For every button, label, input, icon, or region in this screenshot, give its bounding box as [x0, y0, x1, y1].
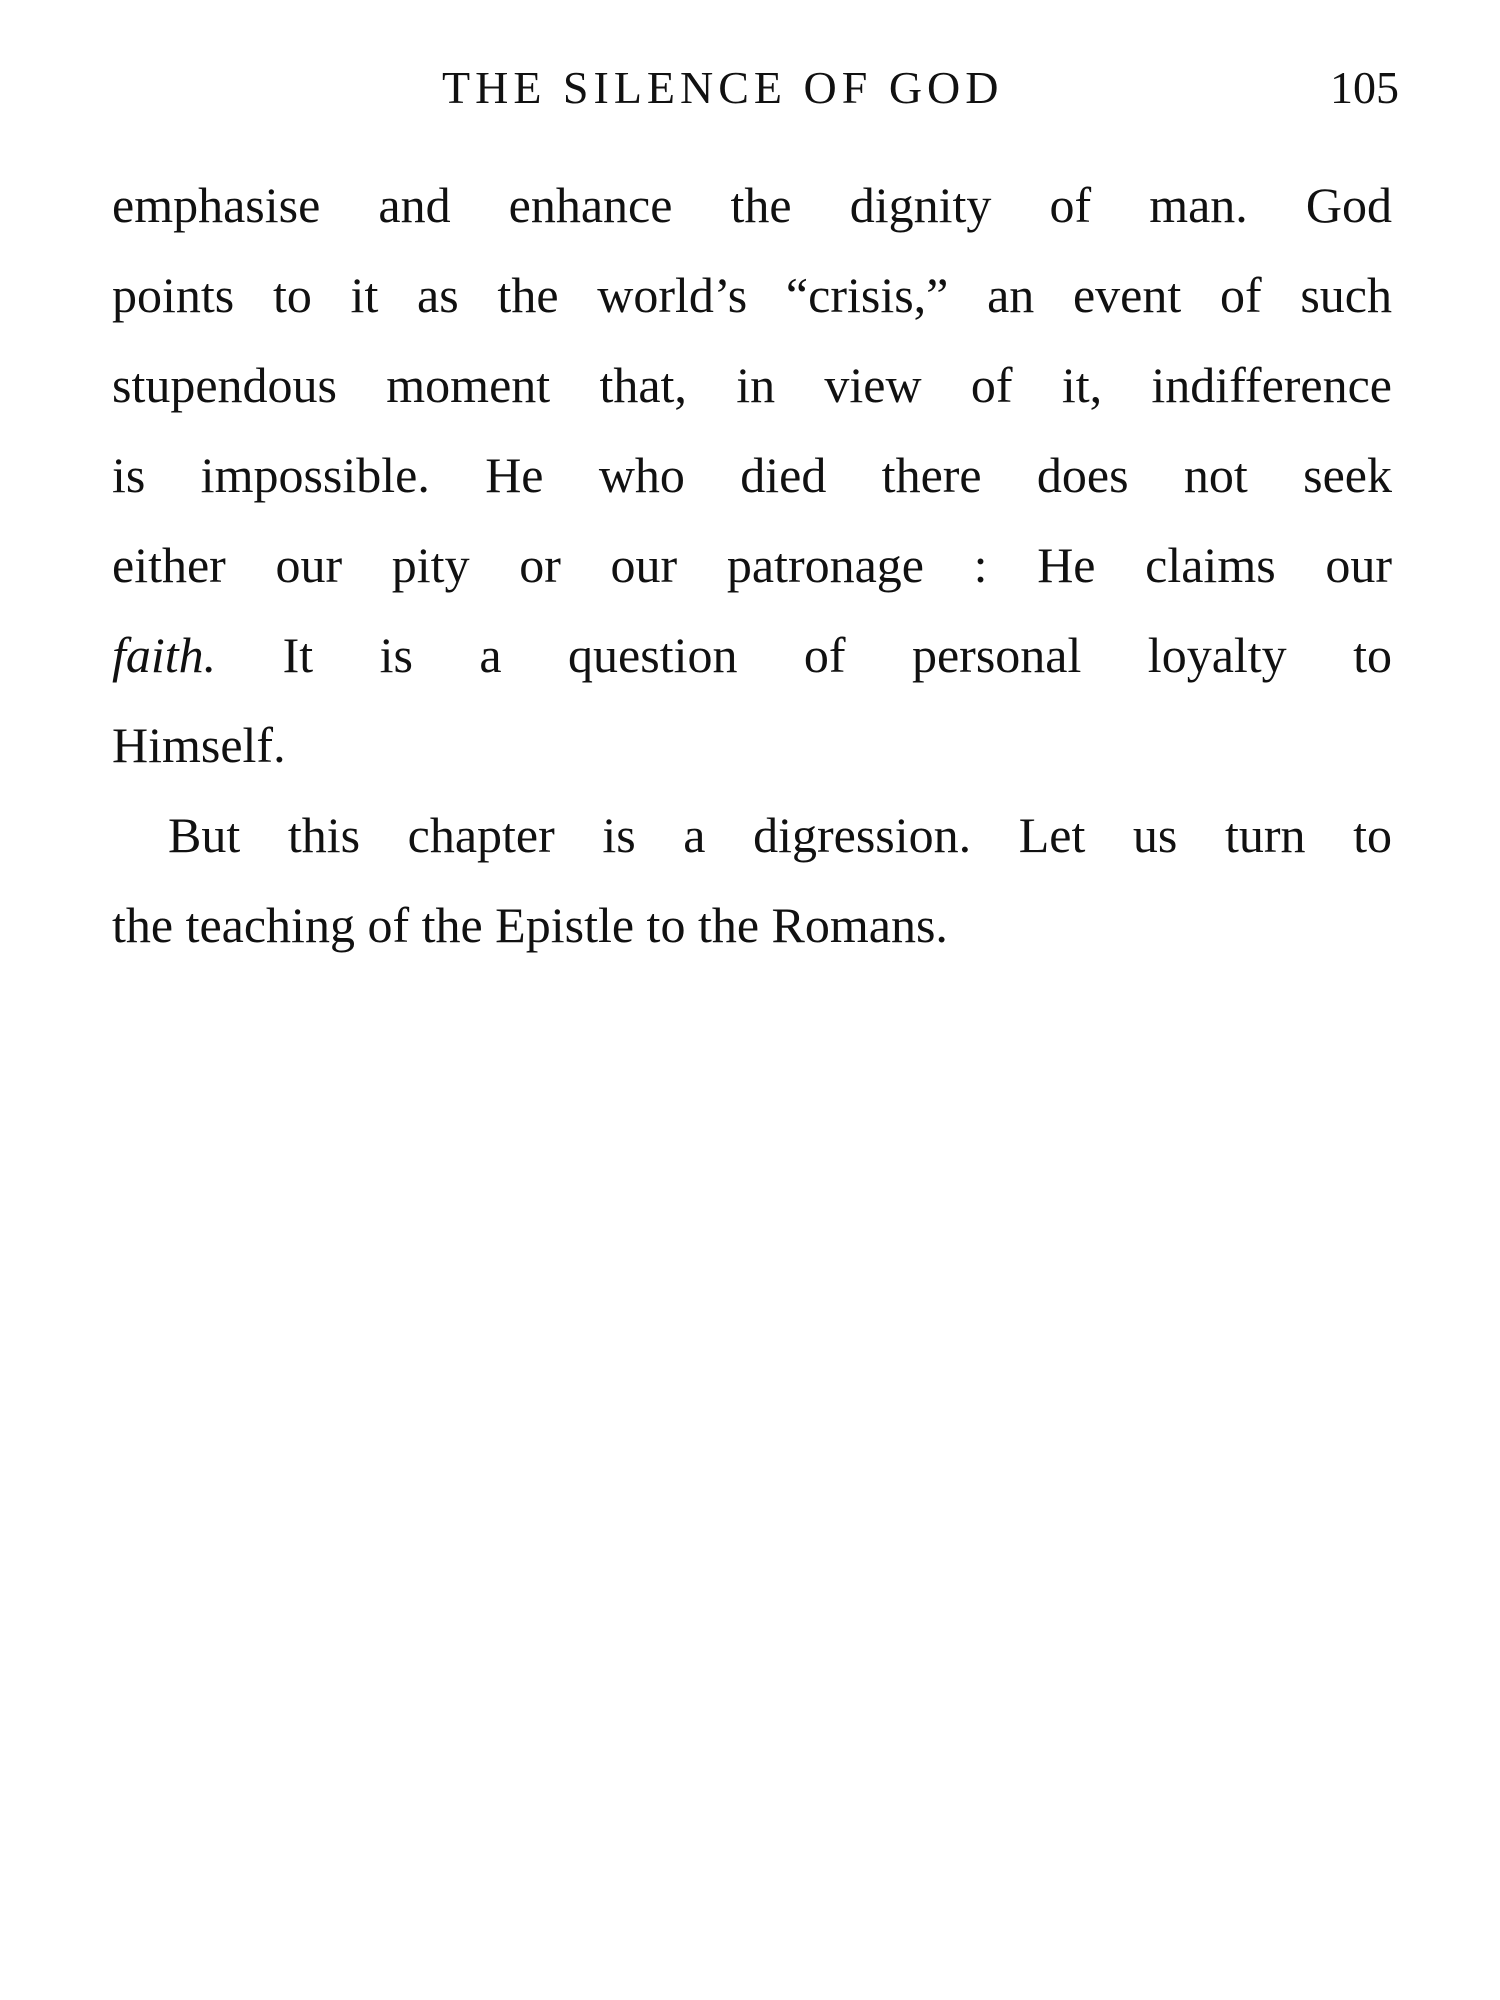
- text-line: emphasise and enhance the dignity of man. God: [112, 177, 1392, 233]
- paragraph-2: [112, 790, 1392, 970]
- paragraph-1: [112, 160, 1392, 790]
- running-head: [0, 58, 1500, 118]
- text-line: points to it as the world’s “crisis,” an event of such: [112, 267, 1392, 323]
- page-number: 105: [1330, 62, 1399, 113]
- text-line: the teaching of the Epistle to the Romans.: [112, 897, 948, 953]
- text-line: Himself.: [112, 717, 286, 773]
- text-line: [112, 610, 1392, 700]
- text-line: stupendous moment that, in view of it, indifference: [112, 357, 1392, 413]
- body-text: [112, 160, 1392, 970]
- running-title: THE SILENCE OF GOD: [442, 62, 1004, 113]
- text-line-rest: It is a question of personal loyalty to: [216, 627, 1392, 683]
- text-line: is impossible. He who died there does not seek: [112, 447, 1392, 503]
- text-line: But this chapter is a digression. Let us turn to: [168, 807, 1392, 863]
- text-line: either our pity or our patronage : He claims our: [112, 537, 1392, 593]
- italic-word-faith: faith.: [112, 627, 217, 683]
